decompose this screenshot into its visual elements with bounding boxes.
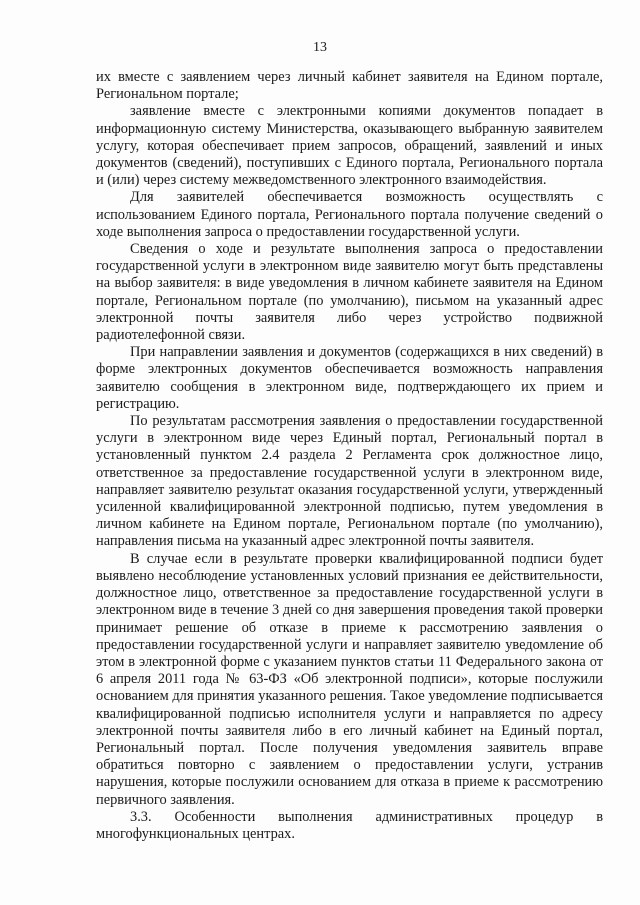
- document-body: [96, 69, 603, 843]
- paragraph-application-submission: заявление вместе с электронными копиями документов попадает в информационную систему Министерства, оказывающего выбранную заявителем услугу, которая обеспечивает прием запросов, обращений, заявлений и иных документов (сведений), поступивших с Единого портала, Регионального портала и (или) через систему межведомственного электронного взаимодействия.: [96, 103, 603, 189]
- paragraph-status-notification: Сведения о ходе и результате выполнения запроса о предоставлении государственной услуги в электронном виде заявителю могут быть представлены на выбор заявителя: в виде уведомления в личном кабинете заявителя на Едином портале, Региональном портале (по умолчанию), письмом на указанный адрес электронной почты заявителя либо через устройство подвижной радиотелефонной связи.: [96, 241, 603, 344]
- paragraph-signature-check: В случае если в результате проверки квалифицированной подписи будет выявлено несоблюдение установленных условий признания ее действительности, должностное лицо, ответственное за предоставление государственной услуги в электронном виде в течение 3 дней со дня завершения проведения такой проверки принимает решение об отказе в приеме к рассмотрению заявления о предоставлении государственной услуги и направляет заявителю уведомление об этом в электронной форме с указанием пунктов статьи 11 Федерального закона от 6 апреля 2011 года № 63-ФЗ «Об электронной подписи», которые послужили основанием для принятия указанного решения. Такое уведомление подписывается квалифицированной подписью исполнителя услуги и направляется по адресу электронной почты заявителя либо в его личный кабинет на Единый портал, Региональный портал. После получения уведомления заявитель вправе обратиться повторно с заявлением о предоставлении услуги, устранив нарушения, которые послужили основанием для отказа в приеме к рассмотрению первичного заявления.: [96, 550, 603, 808]
- paragraph-continuation: их вместе с заявлением через личный кабинет заявителя на Едином портале, Региональном портале;: [96, 69, 603, 103]
- paragraph-status-tracking: Для заявителей обеспечивается возможность осуществлять с использованием Единого портала, Регионального портала получение сведений о ходе выполнения запроса о предоставлении государственной услуги.: [96, 189, 603, 240]
- paragraph-review-result: По результатам рассмотрения заявления о предоставлении государственной услуги в электронном виде через Единый портал, Региональный портал в установленный пунктом 2.4 раздела 2 Регламента срок должностное лицо, ответственное за предоставление государственной услуги в электронном виде, направляет заявителю результат оказания государственной услуги, утвержденный усиленной квалифицированной электронной подписью, путем уведомления в личном кабинете на Едином портале, Региональном портале (по умолчанию), направления письма на указанный адрес электронной почты заявителя.: [96, 413, 603, 550]
- page-number: 13: [313, 40, 327, 55]
- paragraph-receipt-confirmation: При направлении заявления и документов (содержащихся в них сведений) в форме электронных документов обеспечивается возможность направления заявителю сообщения в электронном виде, подтверждающего их прием и регистрацию.: [96, 344, 603, 412]
- section-heading-3-3: 3.3. Особенности выполнения административных процедур в многофункциональных центрах.: [96, 808, 603, 842]
